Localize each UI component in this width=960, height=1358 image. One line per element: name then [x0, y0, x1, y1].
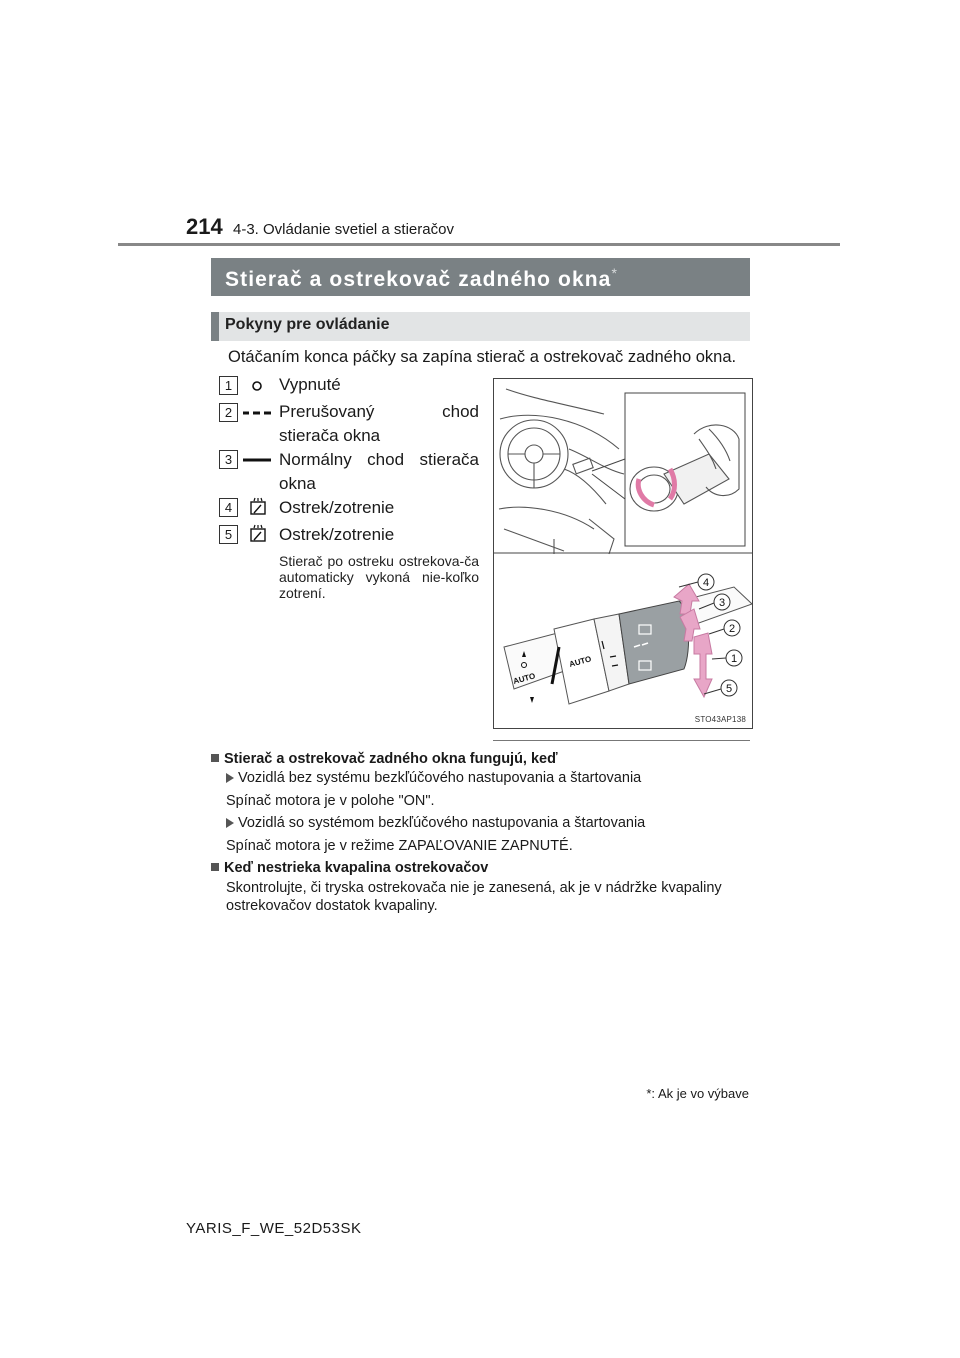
item-text-3: Normálny chod stierača okna	[279, 450, 479, 493]
note-line-2: Spínač motora je v režime ZAPAĽOVANIE ZAPNUTÉ.	[226, 838, 573, 854]
footnote: *: Ak je vo výbave	[646, 1086, 749, 1101]
item-text-5: Ostrek/zotrenie	[279, 525, 395, 544]
page-title	[225, 265, 618, 292]
dashboard-drawing	[499, 389, 624, 554]
note-bullet-2	[226, 814, 645, 832]
note-bullet-2-text: Vozidlá so systémom bezkľúčového nastupovania a štartovania	[238, 815, 646, 831]
item-text-1: Vypnuté	[279, 375, 341, 394]
note-heading-1-text: Stierač a ostrekovač zadného okna fungujú, keď	[224, 751, 558, 767]
figure-callout-2: 2	[728, 623, 736, 635]
off-circle-icon	[242, 375, 272, 397]
item-number-1: 1	[219, 376, 238, 395]
page-title-text: Stierač a ostrekovač zadného okna	[225, 268, 612, 291]
title-bar	[211, 258, 750, 296]
figure-callout-5: 5	[725, 683, 733, 695]
figure-callout-1: 1	[730, 653, 738, 665]
wiper-lever-figure	[493, 378, 753, 729]
subheading-marker	[211, 312, 219, 341]
note-heading-2	[211, 859, 488, 877]
mid-rule	[493, 740, 750, 741]
subheading-bar	[211, 312, 750, 341]
item-number-2: 2	[219, 403, 238, 422]
note-heading-2-text: Keď nestrieka kvapalina ostrekovačov	[224, 860, 489, 876]
lever-auto-label-1: AUTO	[568, 654, 593, 669]
note-bullet-1	[226, 769, 641, 787]
triangle-bullet-icon	[226, 773, 234, 783]
note-para-2-line-1: Skontrolujte, či tryska ostrekovača nie je zanesená, ak je v nádržke kvapaliny	[226, 880, 722, 896]
figure-callout-3: 3	[718, 597, 726, 609]
rear-washer-icon	[242, 496, 272, 518]
figure-code: STO43AP138	[694, 715, 746, 724]
note-line-1: Spínač motora je v polohe "ON".	[226, 793, 435, 809]
item-text-2: Prerušovaný chod stierača okna	[279, 402, 479, 445]
square-bullet-icon	[211, 754, 219, 762]
figure-callout-4: 4	[702, 577, 710, 589]
rear-washer-icon	[242, 523, 272, 545]
section-title: 4-3. Ovládanie svetiel a stieračov	[233, 221, 454, 238]
subheading-text: Pokyny pre ovládanie	[225, 316, 390, 333]
item-note-5: Stierač po ostreku ostrekova-ča automaticky vykoná nie-koľko zotrení.	[279, 553, 479, 601]
title-asterisk: *	[611, 265, 619, 281]
page-number: 214	[186, 214, 223, 239]
note-heading-1	[211, 750, 558, 768]
item-number-4: 4	[219, 498, 238, 517]
note-bullet-1-text: Vozidlá bez systému bezkľúčového nastupovania a štartovania	[238, 770, 642, 786]
dashed-line-icon	[242, 402, 272, 424]
square-bullet-icon	[211, 863, 219, 871]
intro-text: Otáčaním konca páčky sa zapína stierač a ostrekovač zadného okna.	[228, 348, 737, 366]
item-number-3: 3	[219, 450, 238, 469]
wiper-lever-illustration	[494, 379, 752, 728]
item-number-5: 5	[219, 525, 238, 544]
footer-code: YARIS_F_WE_52D53SK	[186, 1220, 362, 1237]
solid-line-icon	[242, 449, 272, 471]
triangle-bullet-icon	[226, 818, 234, 828]
lever-auto-label-2: AUTO	[512, 671, 537, 686]
header-rule	[118, 243, 840, 246]
note-para-2-line-2: ostrekovačov dostatok kvapaliny.	[226, 898, 438, 914]
item-text-4: Ostrek/zotrenie	[279, 498, 395, 517]
